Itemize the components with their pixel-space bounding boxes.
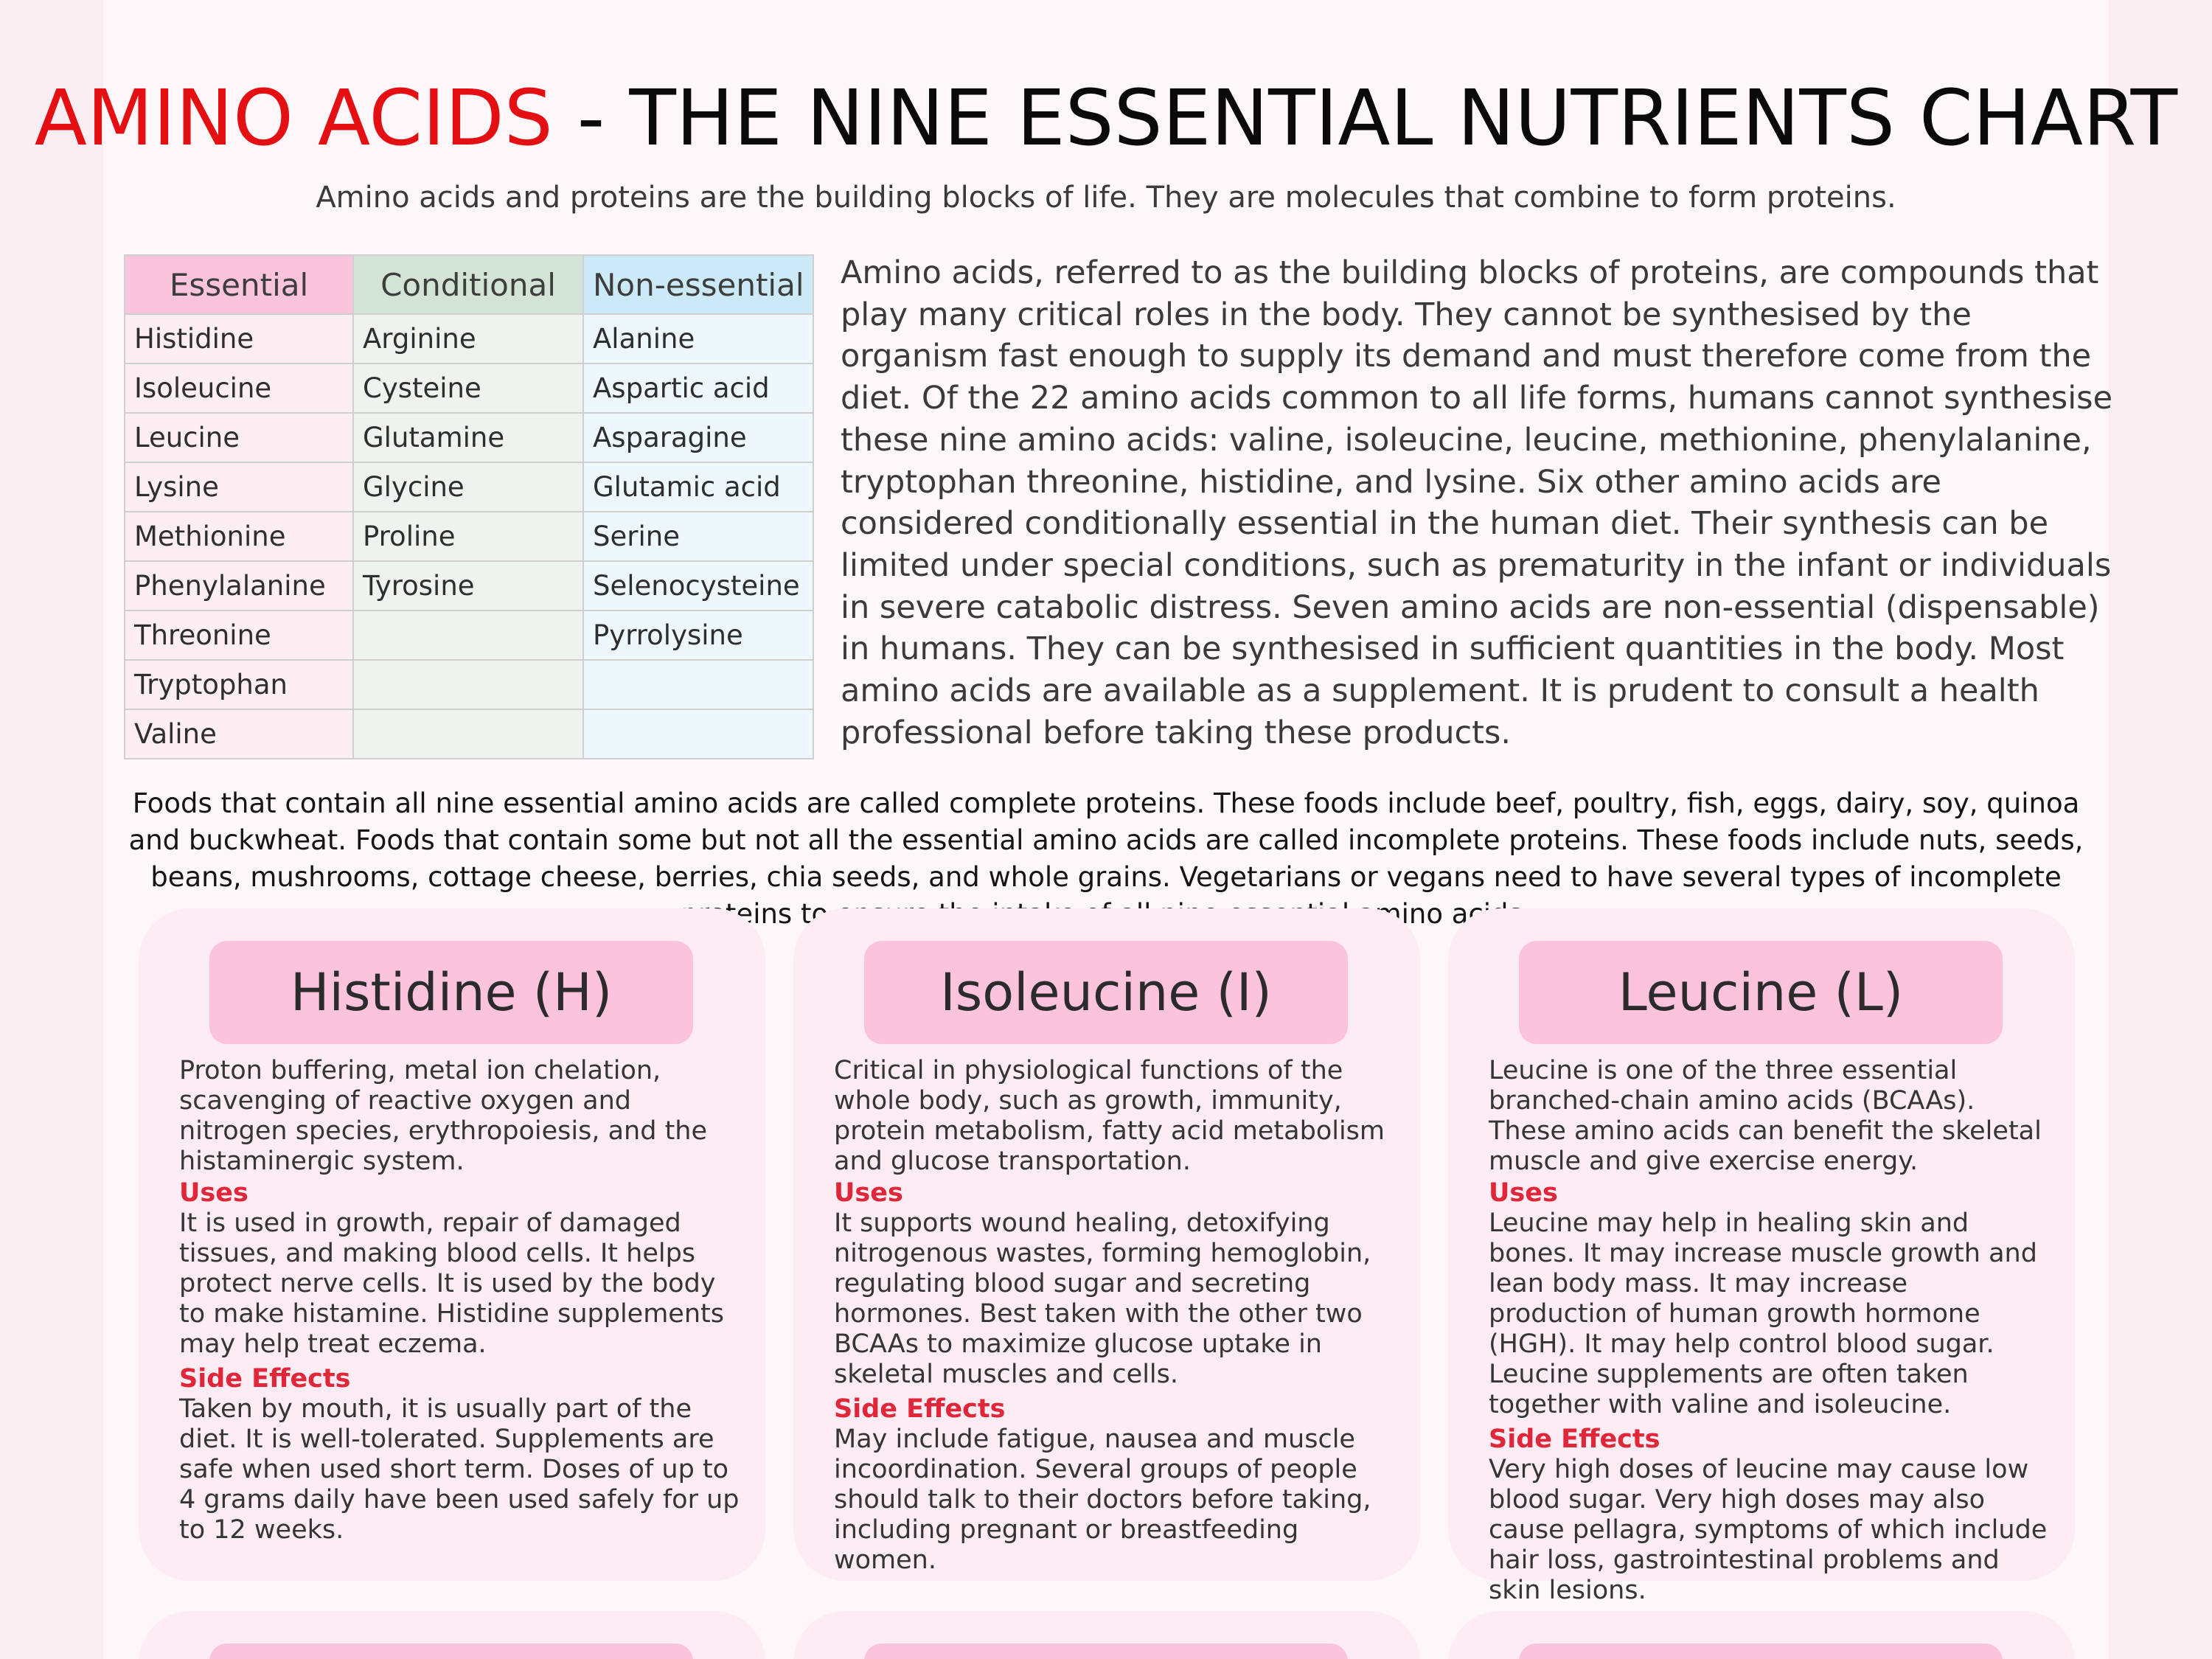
- side-effects-heading: Side Effects: [834, 1394, 1006, 1424]
- title-highlight: AMINO ACIDS: [34, 73, 553, 163]
- table-row: [125, 660, 813, 709]
- uses-text: Leucine may help in healing skin and bones. It may increase muscle growth and lean body mass. It may increase production of human growth hormone (HGH). It may help control blood sugar. Leucine supplements are often taken together with valine and isoleucine.: [1489, 1208, 2037, 1419]
- table-cell: Glycine: [353, 462, 583, 512]
- table-cell: [353, 660, 583, 709]
- uses-heading: Uses: [1489, 1178, 1558, 1208]
- table-cell: Histidine: [125, 314, 353, 364]
- table-cell: Methionine: [125, 512, 353, 561]
- uses-heading: Uses: [179, 1178, 248, 1208]
- table-cell: [583, 709, 813, 759]
- header-conditional: Conditional: [353, 255, 583, 314]
- side-effects-text: May include fatigue, nausea and muscle incoordination. Several groups of people should talk to their doctors before taking, including pregnant or breastfeeding women.: [834, 1425, 1371, 1575]
- table-cell: Aspartic acid: [583, 364, 813, 413]
- table-row: [125, 512, 813, 561]
- table-cell: [583, 660, 813, 709]
- card-description: Critical in physiological functions of the whole body, such as growth, immunity, protein metabolism, fatty acid metabolism and glucose transportation.: [834, 1056, 1385, 1176]
- card-description: Proton buffering, metal ion chelation, scavenging of reactive oxygen and nitrogen species, erythropoiesis, and the histaminergic system.: [179, 1056, 708, 1176]
- table-header-row: [125, 255, 813, 314]
- card-title-partial: [864, 1644, 1348, 1659]
- card-title: Isoleucine (I): [864, 941, 1348, 1044]
- side-effects-heading: Side Effects: [1489, 1425, 1660, 1454]
- card-description: Leucine is one of the three essential branched-chain amino acids (BCAAs). These amino acids can benefit the skeletal muscle and give exercise energy.: [1489, 1056, 2042, 1176]
- table-cell: Glutamic acid: [583, 462, 813, 512]
- side-effects-text: Taken by mouth, it is usually part of the diet. It is well-tolerated. Supplements are safe when used short term. Doses of up to 4 grams daily have been used safely for up to 12 weeks.: [179, 1394, 740, 1545]
- table-cell: [353, 709, 583, 759]
- card-histidine: [139, 908, 765, 1581]
- table-cell: Tryptophan: [125, 660, 353, 709]
- table-row: [125, 709, 813, 759]
- card-body: [1489, 1056, 2049, 1606]
- page-title: [0, 70, 2212, 166]
- card-title: Histidine (H): [209, 941, 693, 1044]
- card-leucine: [1448, 908, 2075, 1605]
- table-cell: Valine: [125, 709, 353, 759]
- side-effects-heading: Side Effects: [179, 1364, 351, 1394]
- card-title-partial: [209, 1644, 693, 1659]
- next-card-row: [0, 1611, 2212, 1659]
- card-title-partial: [1519, 1644, 2003, 1659]
- uses-text: It is used in growth, repair of damaged tissues, and making blood cells. It helps protect nerve cells. It is used by the body to make histamine. Histidine supplements may help treat eczema.: [179, 1208, 724, 1359]
- uses-heading: Uses: [834, 1178, 903, 1208]
- foods-paragraph: Foods that contain all nine essential amino acids are called complete proteins. These foods include beef, poultry, fish, eggs, dairy, soy, quinoa and buckwheat. Foods that contain some but not all the essential amino acids are called incomplete proteins. These foods include nuts, seeds, beans, mushrooms, cottage cheese, berries, chia seeds, and whole grains. Vegetarians or vegans need to have several types of incomplete to amino: [128, 787, 2084, 930]
- header-essential: Essential: [125, 255, 353, 314]
- table-row: [125, 314, 813, 364]
- table-row: [125, 413, 813, 462]
- card-partial: [1448, 1611, 2075, 1659]
- table-cell: Asparagine: [583, 413, 813, 462]
- table-row: [125, 611, 813, 660]
- uses-text: It supports wound healing, detoxifying nitrogenous wastes, forming hemoglobin, regulating blood sugar and secreting hormones. Best taken with the other two BCAAs to maximize glucose uptake in skeletal muscles and cells.: [834, 1208, 1371, 1389]
- table-cell: Leucine: [125, 413, 353, 462]
- card-partial: [793, 1611, 1420, 1659]
- table-row: [125, 462, 813, 512]
- card-title: Leucine (L): [1519, 941, 2003, 1044]
- card-body: [179, 1056, 740, 1545]
- table-row: [125, 364, 813, 413]
- card-body: [834, 1056, 1394, 1576]
- table-cell: Cysteine: [353, 364, 583, 413]
- side-effects-text: Very high doses of leucine may cause low blood sugar. Very high doses may also cause pellagra, symptoms of which include hair loss, gastrointestinal problems and skin lesions.: [1489, 1455, 2048, 1605]
- table-cell: Arginine: [353, 314, 583, 364]
- table-cell: Isoleucine: [125, 364, 353, 413]
- table-cell: Threonine: [125, 611, 353, 660]
- table-cell: Selenocysteine: [583, 561, 813, 611]
- table-cell: Alanine: [583, 314, 813, 364]
- table-cell: [353, 611, 583, 660]
- table-cell: Glutamine: [353, 413, 583, 462]
- title-rest: - THE NINE ESSENTIAL NUTRIENTS CHART: [552, 73, 2178, 163]
- header-non-essential: Non-essential: [583, 255, 813, 314]
- table-cell: Pyrrolysine: [583, 611, 813, 660]
- card-isoleucine: [793, 908, 1420, 1581]
- intro-paragraph: Amino acids, referred to as the building blocks of proteins, are compounds that play many critical roles in the body. They cannot be synthesised by the organism fast enough to supply its demand and must therefore come from the diet. Of the 22 amino acids common to all life forms, humans cannot synthesise these nine amino acids: valine, isoleucine, leucine, methionine, phenylalanine, tryptophan threonine, histidine, and lysine. Six other amino acids are considered conditionally essential in the human diet. Their synthesis can be limited under special conditions, such as prematurity in the infant or individuals in severe catabolic distress. Seven amino acids are non-essential (dispensable) in humans. They can be synthesised in sufficient quantities in the body. Most amino acids are available as a supplement. It is prudent to consult a health professional before taking these products.: [841, 254, 2113, 751]
- table-cell: Proline: [353, 512, 583, 561]
- table-cell: Tyrosine: [353, 561, 583, 611]
- table-cell: Lysine: [125, 462, 353, 512]
- card-partial: [139, 1611, 765, 1659]
- table-cell: Phenylalanine: [125, 561, 353, 611]
- page-subtitle: Amino acids and proteins are the building blocks of life. They are molecules that combine to form proteins.: [316, 181, 1896, 215]
- amino-acid-table: [124, 254, 814, 759]
- table-cell: Serine: [583, 512, 813, 561]
- table-row: [125, 561, 813, 611]
